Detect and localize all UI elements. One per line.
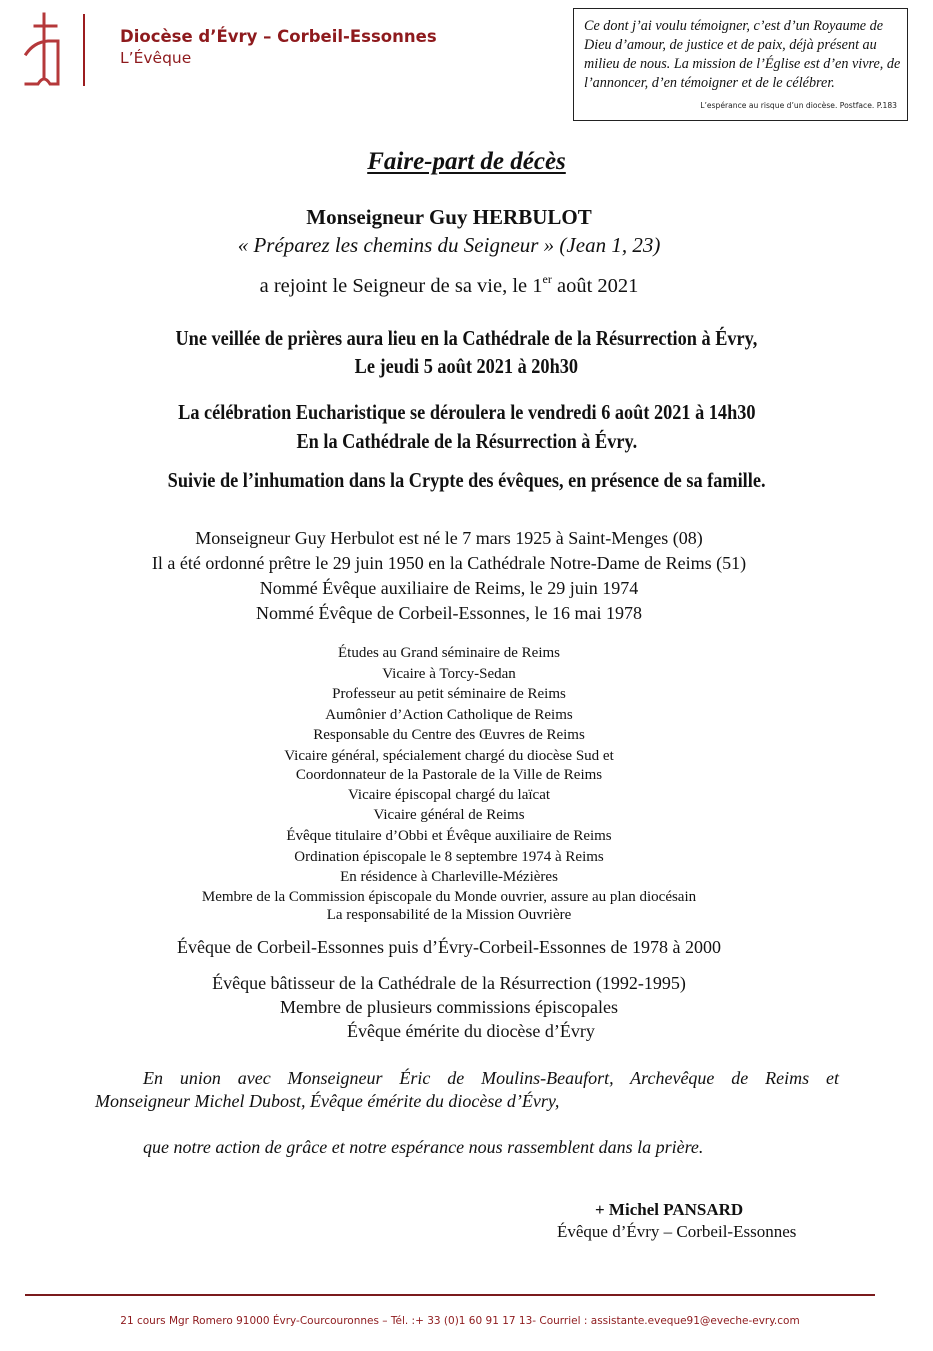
event-line xyxy=(0,468,933,493)
motto-verse: « Préparez les chemins du Seigneur » (Jean 1, 23) xyxy=(237,233,661,257)
bio-line: Nommé Évêque de Corbeil-Essonnes, le 16 mai 1978 xyxy=(256,603,642,623)
deceased-name: Monseigneur Guy HERBULOT xyxy=(306,205,592,229)
event-line xyxy=(0,326,933,351)
career-item: Aumônier d’Action Catholique de Reims xyxy=(325,707,573,723)
quote-text: Ce dont j’ai voulu témoigner, c’est d’un Royaume de Dieu d’amour, de justice et de paix, déjà présent au milieu de nous. La mission de l’Église est d’en vivre, de l’annoncer, d’en témoigner et de le célébrer. xyxy=(584,18,901,91)
death-date-ordinal: er xyxy=(542,272,552,286)
career-item: Ordination épiscopale le 8 septembre 1974 à Reims xyxy=(294,849,604,865)
diocese-logo-icon xyxy=(24,12,64,87)
death-date-text: a rejoint le Seigneur de sa vie, le 1 xyxy=(259,275,543,297)
bio-line: Nommé Évêque auxiliaire de Reims, le 29 juin 1974 xyxy=(259,578,639,598)
diocese-name: Diocèse d’Évry – Corbeil-Essonnes xyxy=(120,27,437,46)
death-date-year: août 2021 xyxy=(551,275,639,297)
vigil-date: Le jeudi 5 août 2021 à 20h30 xyxy=(354,354,579,378)
burial-info: Suivie de l’inhumation dans la Crypte des évêques, en présence de sa famille. xyxy=(167,468,766,492)
event-line xyxy=(0,354,933,379)
footer-contact: 21 cours Mgr Romero 91000 Évry-Courcouronnes – Tél. :+ 33 (0)1 60 91 17 13- Courriel : assistante.eveque91@eveche-evry.com xyxy=(120,1315,800,1327)
episcopate-line: Membre de plusieurs commissions épiscopales xyxy=(280,997,618,1017)
bio-line: Il a été ordonné prêtre le 29 juin 1950 en la Cathédrale Notre-Dame de Reims (51) xyxy=(151,553,747,573)
episcopate-line: Évêque de Corbeil-Essonnes puis d’Évry-Corbeil-Essonnes de 1978 à 2000 xyxy=(177,937,721,957)
career-item: Vicaire général de Reims xyxy=(373,807,525,823)
document-title: Faire-part de décès xyxy=(367,148,566,175)
career-item: Évêque titulaire d’Obbi et Évêque auxiliaire de Reims xyxy=(286,828,612,844)
mass-location: En la Cathédrale de la Résurrection à Évry. xyxy=(296,429,637,453)
career-item: En résidence à Charleville-Mézières xyxy=(340,869,558,885)
episcopate-line: Évêque bâtisseur de la Cathédrale de la Résurrection (1992-1995) xyxy=(212,973,686,993)
career-item: Vicaire épiscopal chargé du laïcat xyxy=(347,787,551,803)
mass-date: La célébration Eucharistique se déroulera le vendredi 6 août 2021 à 14h30 xyxy=(177,400,756,424)
union-line-1: En union avec Monseigneur Éric de Moulins-Beaufort, Archevêque de Reims et xyxy=(143,1068,839,1088)
career-item: Études au Grand séminaire de Reims xyxy=(337,645,561,661)
signatory-title: Évêque d’Évry – Corbeil-Essonnes xyxy=(557,1222,797,1241)
quote-box xyxy=(573,8,908,121)
vigil-location: Une veillée de prières aura lieu en la Cathédrale de la Résurrection à Évry, xyxy=(175,326,758,350)
career-item: Vicaire à Torcy-Sedan xyxy=(382,666,516,682)
episcopate-line: Évêque émérite du diocèse d’Évry xyxy=(347,1021,595,1041)
prayer-line: que notre action de grâce et notre espérance nous rassemblent dans la prière. xyxy=(143,1137,704,1157)
union-line-2: Monseigneur Michel Dubost, Évêque émérite du diocèse d’Évry, xyxy=(95,1091,560,1111)
document-title-row xyxy=(0,148,933,176)
career-item: Vicaire général, spécialement chargé du diocèse Sud et xyxy=(284,748,614,764)
career-item: Membre de la Commission épiscopale du Monde ouvrier, assure au plan diocésain xyxy=(201,889,697,905)
career-item: La responsabilité de la Mission Ouvrière xyxy=(326,907,572,923)
career-item: Professeur au petit séminaire de Reims xyxy=(332,686,566,702)
diocese-subtitle: L’Évêque xyxy=(120,49,192,67)
career-item: Coordonnateur de la Pastorale de la Ville de Reims xyxy=(295,767,603,783)
event-line xyxy=(0,400,933,425)
death-date-line xyxy=(0,272,898,298)
quote-source: L’espérance au risque d’un diocèse. Postface. P.183 xyxy=(700,101,897,110)
bio-line: Monseigneur Guy Herbulot est né le 7 mars 1925 à Saint-Menges (08) xyxy=(195,528,703,548)
event-line xyxy=(0,429,933,454)
header-divider xyxy=(83,14,85,86)
career-item: Responsable du Centre des Œuvres de Reims xyxy=(313,727,585,743)
signatory-name: + Michel PANSARD xyxy=(595,1200,744,1219)
footer-divider xyxy=(25,1294,875,1296)
